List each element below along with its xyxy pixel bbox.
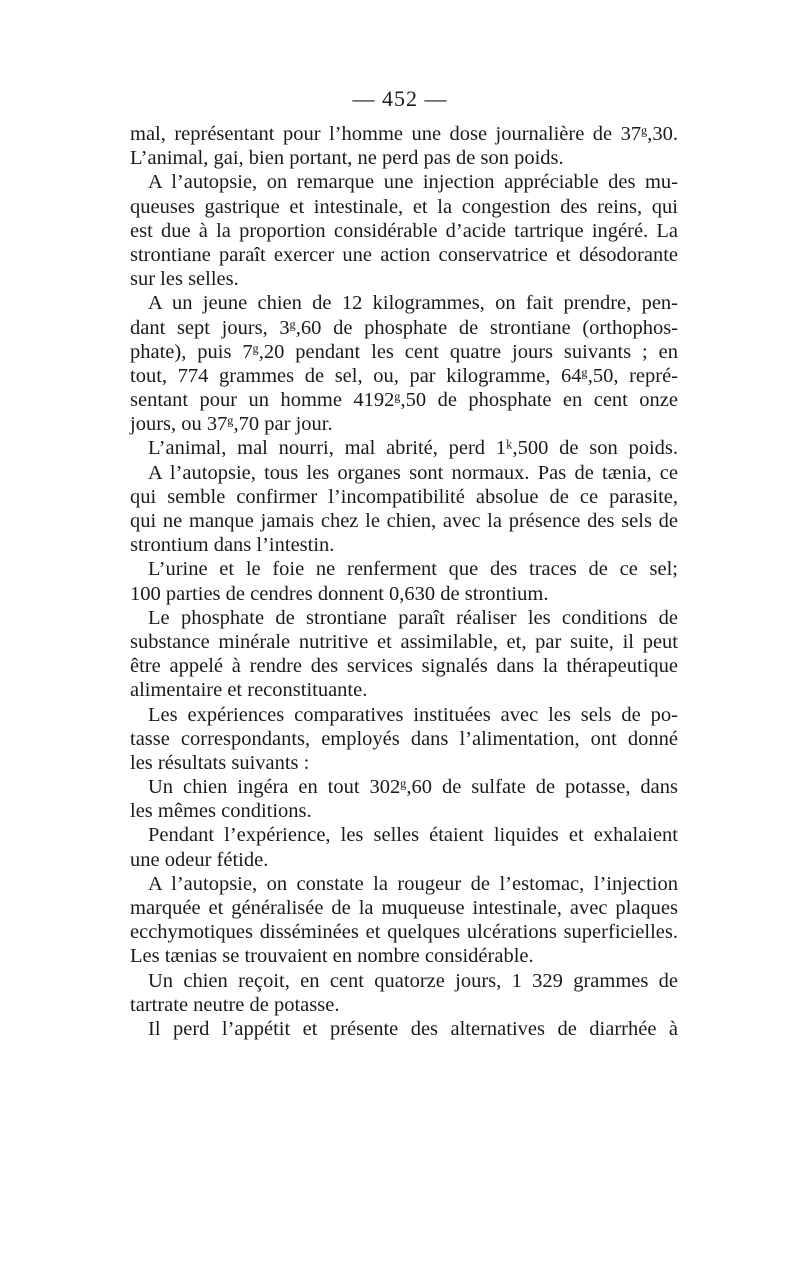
text-line: A l’autopsie, on remarque une injection appréciable des mu- — [148, 171, 678, 194]
text-line: les résultats suivants : — [130, 751, 310, 774]
text-line: strontium dans l’intestin. — [130, 534, 335, 557]
text-line: A l’autopsie, tous les organes sont normaux. Pas de tænia, ce — [148, 461, 678, 484]
text-line: queuses gastrique et intestinale, et la congestion des reins, qui — [130, 195, 678, 218]
page-number: — 452 — — [352, 86, 448, 111]
text-line: ecchymotiques disséminées et quelques ulcérations superficielles. — [130, 921, 678, 944]
text-line: marquée et généralisée de la muqueuse intestinale, avec plaques — [130, 897, 678, 919]
text-line: Pendant l’expérience, les selles étaient liquides et exhalaient — [148, 824, 678, 847]
text-line: les mêmes conditions. — [130, 800, 312, 823]
text-line: L’animal, gai, bien portant, ne perd pas de son poids. — [130, 147, 564, 170]
text-line: mal, représentant pour l’homme une dose journalière de 37ᵍ,30. — [130, 123, 678, 145]
text-line: tasse correspondants, employés dans l’alimentation, ont donné — [130, 727, 678, 750]
text-line: 100 parties de cendres donnent 0,630 de strontium. — [130, 582, 549, 605]
text-line: tout, 774 grammes de sel, ou, par kilogramme, 64ᵍ,50, repré- — [130, 364, 678, 387]
text-line: être appelé à rendre des services signalés dans la thérapeutique — [130, 655, 678, 678]
text-line: qui ne manque jamais chez le chien, avec la présence des sels de — [130, 510, 678, 532]
text-line: phate), puis 7ᵍ,20 pendant les cent quatre jours suivants ; en — [130, 340, 678, 363]
text-line: Un chien reçoit, en cent quatorze jours, 1 329 grammes de — [148, 969, 678, 992]
text-line: Les tænias se trouvaient en nombre considérable. — [130, 945, 534, 968]
text-line: alimentaire et reconstituante. — [130, 679, 368, 702]
text-line: L’urine et le foie ne renferment que des traces de ce sel; — [148, 558, 678, 581]
text-line: A l’autopsie, on constate la rougeur de l’estomac, l’injection — [148, 872, 678, 895]
text-line: Un chien ingéra en tout 302ᵍ,60 de sulfate de potasse, dans — [148, 776, 678, 799]
text-line: une odeur fétide. — [130, 848, 269, 871]
text-line: qui semble confirmer l’incompatibilité absolue de ce parasite, — [130, 485, 678, 508]
text-line: Les expériences comparatives instituées avec les sels de po- — [148, 703, 678, 726]
text-line: sentant pour un homme 4192ᵍ,50 de phosphate en cent onze — [130, 389, 678, 412]
body-text — [130, 122, 678, 1041]
text-line: jours, ou 37ᵍ,70 par jour. — [130, 413, 333, 436]
text-line: Le phosphate de strontiane paraît réaliser les conditions de — [148, 606, 678, 629]
text-line: sur les selles. — [130, 268, 239, 291]
text-line: tartrate neutre de potasse. — [130, 993, 340, 1016]
text-line: A un jeune chien de 12 kilogrammes, on fait prendre, pen- — [148, 292, 678, 315]
text-line: dant sept jours, 3ᵍ,60 de phosphate de strontiane (orthophos- — [130, 316, 678, 339]
text-line: substance minérale nutritive et assimilable, et, par suite, il peut — [130, 630, 678, 653]
text-line: est due à la proportion considérable d’acide tartrique ingéré. La — [130, 219, 678, 242]
text-line: L’animal, mal nourri, mal abrité, perd 1ᵏ,500 de son poids. — [148, 437, 678, 460]
text-line: strontiane paraît exercer une action conservatrice et désodorante — [130, 243, 678, 266]
text-line: Il perd l’appétit et présente des alternatives de diarrhée à — [148, 1017, 678, 1040]
